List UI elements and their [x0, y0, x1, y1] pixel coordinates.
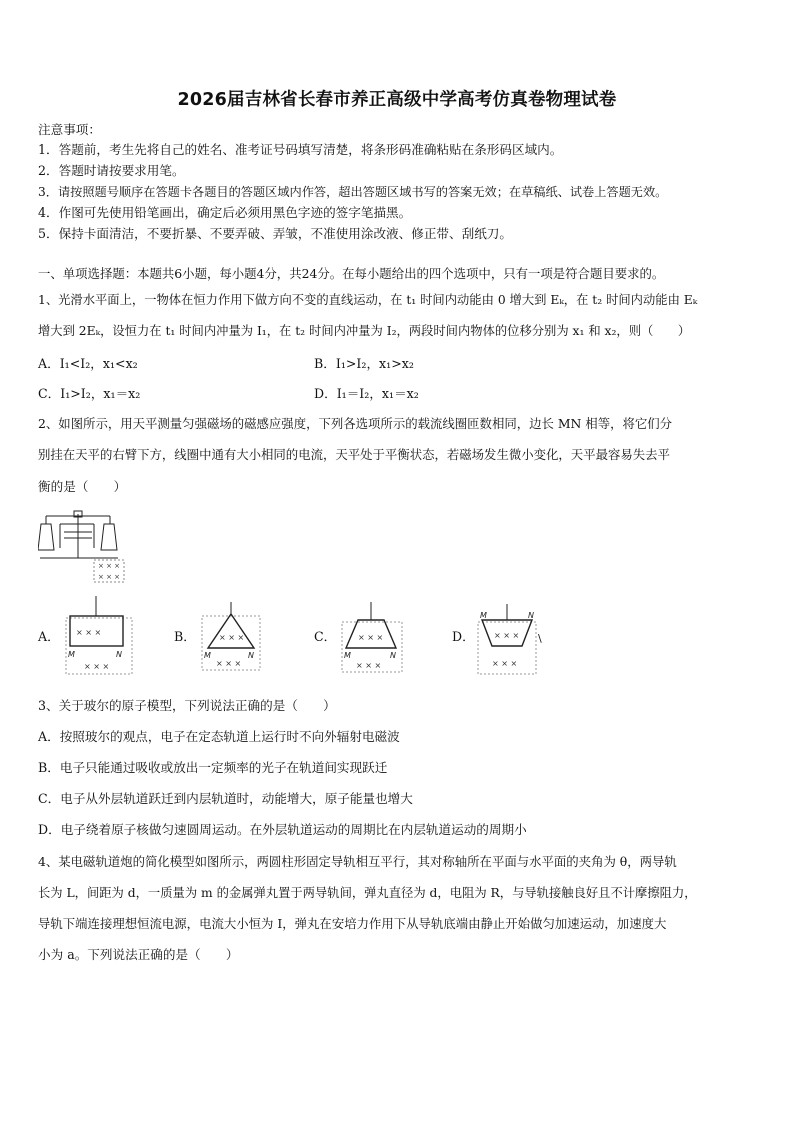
- q3-option-d: D．电子绕着原子核做匀速圆周运动。在外层轨道运动的周期比在内层轨道运动的周期小: [38, 822, 527, 837]
- coil-d-extra-mark: \: [538, 632, 542, 645]
- coil-b-label-m: M: [204, 651, 211, 660]
- coil-b-diagram: [200, 600, 264, 672]
- coil-d-diagram: [476, 602, 552, 676]
- q1-option-a: A．I₁<I₂，x₁<x₂: [38, 356, 138, 371]
- balance-field-row-2: × × ×: [98, 573, 121, 581]
- q3-stem: 3、关于玻尔的原子模型，下列说法正确的是（ ）: [38, 698, 336, 713]
- q2-stem-line-1: 2、如图所示，用天平测量匀强磁场的磁感应强度，下列各选项所示的载流线圈匝数相同，边长 MN 相等，将它们分: [38, 416, 673, 431]
- q2-stem-line-3: 衡的是（ ）: [38, 479, 127, 494]
- balance-field-row-1: × × ×: [98, 562, 121, 570]
- q1-option-d: D．I₁＝I₂，x₁＝x₂: [314, 386, 419, 401]
- page-title: 2026届吉林省长春市养正高级中学高考仿真卷物理试卷: [177, 90, 617, 110]
- coil-b-field-top: × × ×: [219, 633, 245, 642]
- q2-option-d-letter: D．: [452, 629, 475, 644]
- notice-item-3: 3．请按照题号顺序在答题卡各题目的答题区域内作答，超出答题区域书写的答案无效；在草稿纸、试卷上答题无效。: [38, 185, 668, 199]
- notice-item-5: 5．保持卡面清洁，不要折暴、不要弄破、弄皱，不准使用涂改液、修正带、刮纸刀。: [38, 226, 512, 241]
- coil-d-label-m: M: [480, 611, 487, 620]
- coil-d-field-bottom: × × ×: [492, 659, 518, 668]
- notice-item-4: 4．作图可先使用铅笔画出，确定后必须用黑色字迹的签字笔描黑。: [38, 205, 412, 220]
- coil-a-diagram: [64, 594, 136, 676]
- coil-d-field-top: × × ×: [494, 631, 520, 640]
- q3-option-a: A．按照玻尔的观点，电子在定态轨道上运行时不向外辐射电磁波: [38, 729, 400, 744]
- balance-diagram: [38, 508, 128, 586]
- coil-a-label-m: M: [68, 650, 75, 659]
- coil-c-label-m: M: [344, 651, 351, 660]
- q1-option-c: C．I₁>I₂，x₁＝x₂: [38, 386, 141, 401]
- q2-option-a-letter: A．: [38, 629, 60, 644]
- q2-stem-line-2: 别挂在天平的右臂下方，线圈中通有大小相同的电流，天平处于平衡状态，若磁场发生微小变化，天平最容易失去平: [38, 447, 670, 462]
- q1-option-b: B．I₁>I₂，x₁>x₂: [314, 356, 414, 371]
- coil-a-label-n: N: [116, 650, 122, 659]
- coil-b-label-n: N: [248, 651, 254, 660]
- coil-c-field-top: × × ×: [358, 633, 384, 642]
- notice-heading: 注意事项：: [38, 122, 101, 137]
- notice-item-1: 1．答题前，考生先将自己的姓名、准考证号码填写清楚，将条形码准确粘贴在条形码区域内。: [38, 142, 563, 157]
- coil-c-label-n: N: [390, 651, 396, 660]
- notice-item-2: 2．答题时请按要求用笔。: [38, 163, 185, 178]
- q4-stem-line-1: 4、某电磁轨道炮的简化模型如图所示，两圆柱形固定导轨相互平行，其对称轴所在平面与水平面的夹角为 θ，两导轨: [38, 854, 677, 869]
- q4-stem-line-4: 小为 a。下列说法正确的是（ ）: [38, 947, 239, 962]
- q3-option-c: C．电子从外层轨道跃迁到内层轨道时，动能增大，原子能量也增大: [38, 791, 413, 806]
- q3-option-b: B．电子只能通过吸收或放出一定频率的光子在轨道间实现跃迁: [38, 760, 388, 775]
- coil-b-field-bottom: × × ×: [216, 659, 242, 668]
- q4-stem-line-3: 导轨下端连接理想恒流电源，电流大小恒为 I，弹丸在安培力作用下从导轨底端由静止开始做匀加速运动，加速度大: [38, 916, 667, 931]
- q2-option-b-letter: B．: [174, 629, 196, 644]
- q4-stem-line-2: 长为 L，间距为 d，一质量为 m 的金属弹丸置于两导轨间，弹丸直径为 d，电阻为 R，与导轨接触良好且不计摩擦阻力，: [38, 886, 697, 900]
- coil-c-field-bottom: × × ×: [356, 661, 382, 670]
- q1-stem-line-2: 增大到 2Eₖ，设恒力在 t₁ 时间内冲量为 I₁，在 t₂ 时间内冲量为 I₂，两段时间内物体的位移分别为 x₁ 和 x₂，则（ ）: [38, 324, 691, 338]
- q2-option-c-letter: C．: [314, 629, 337, 644]
- q1-stem-line-1: 1、光滑水平面上，一物体在恒力作用下做方向不变的直线运动，在 t₁ 时间内动能由 0 增大到 Eₖ，在 t₂ 时间内动能由 Eₖ: [38, 293, 698, 307]
- coil-d-label-n: N: [528, 611, 534, 620]
- coil-a-field-bottom: × × ×: [84, 662, 110, 671]
- section-heading: 一、单项选择题：本题共6小题，每小题4分，共24分。在每小题给出的四个选项中，只有一项是符合题目要求的。: [38, 266, 665, 281]
- coil-a-field-top: × × ×: [76, 628, 102, 637]
- coil-c-diagram: [340, 600, 406, 674]
